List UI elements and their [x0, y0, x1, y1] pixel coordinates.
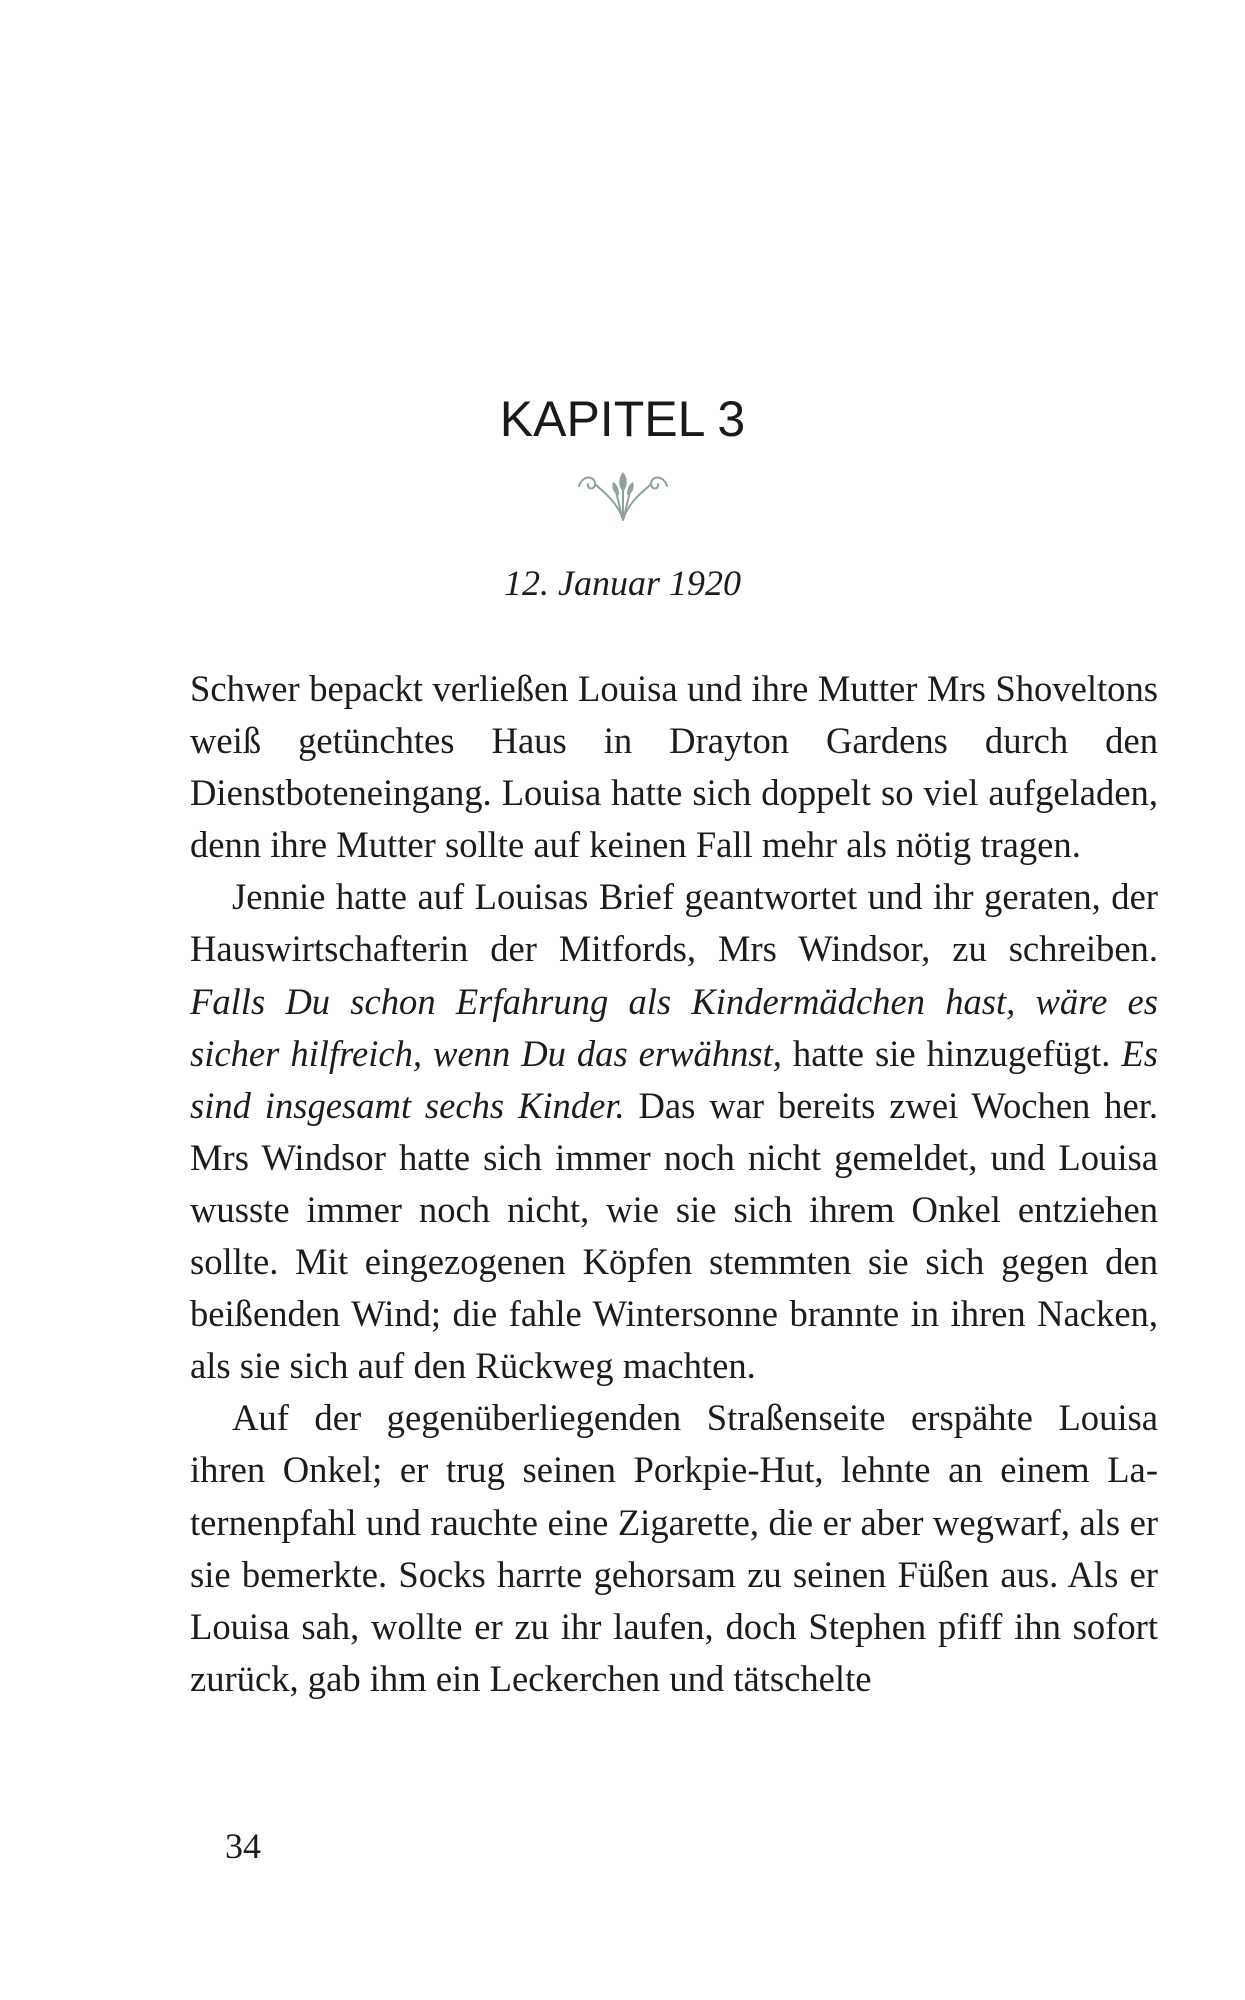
- italic-quote: Falls Du schon Erfahrung als Kindermädchen hast, wäre es sicher hilfreich, wenn Du das erwähnst,: [190, 980, 1158, 1074]
- paragraph-text: Auf der gegenüberliegenden Straßenseite erspähte Louisa ihren Onkel; er trug seinen Porkpie-Hut, lehnte an einem Laternenpfahl und rauchte eine Zigarette, die er aber wegwarf, als er sie bemerkte. Socks harrte gehorsam zu seinen Füßen aus. Als er Louisa sah, wollte er zu ihr laufen, doch Stephen pfiff ihn sofort zurück, gab ihm ein Leckerchen und tätschelte: [190, 1397, 1158, 1699]
- ornament-icon: [573, 468, 673, 528]
- chapter-date: 12. Januar 1920: [504, 563, 741, 603]
- paragraph-2: [190, 871, 1158, 1392]
- chapter-title: KAPITEL 3: [499, 391, 746, 447]
- paragraph-text: Das war bereits zwei Wochen her. Mrs Windsor hatte sich immer noch nicht gemeldet, und Louisa wusste immer noch nicht, wie sie sich ihrem Onkel entziehen sollte. Mit eingezogenen Köpfen stemmten sie sich gegen den beißenden Wind; die fahle Wintersonne brannte in ihren Nacken, als sie sich auf den Rückweg machten.: [190, 1084, 1158, 1387]
- paragraph-1: [190, 663, 1158, 871]
- paragraph-3: [190, 1392, 1158, 1705]
- italic-quote: Es sind insgesamt sechs Kinder.: [190, 1032, 1158, 1126]
- paragraph-text: Jennie hatte auf Louisas Brief geantwortet und ihr geraten, der Hauswirtschafterin der Mitfords, Mrs Windsor, zu schreiben.: [190, 876, 1158, 970]
- body-text: [190, 663, 1158, 1705]
- paragraph-text: Schwer bepackt verließen Louisa und ihre Mutter Mrs Shoveltons weiß getünchtes Haus in Drayton Gardens durch den Dienstboteneingang. Louisa hatte sich doppelt so viel aufgeladen, denn ihre Mutter sollte auf keinen Fall mehr als nötig tragen.: [190, 668, 1158, 866]
- page-number: 34: [225, 1826, 261, 1866]
- paragraph-text: hatte sie hinzugefügt.: [781, 1032, 1122, 1074]
